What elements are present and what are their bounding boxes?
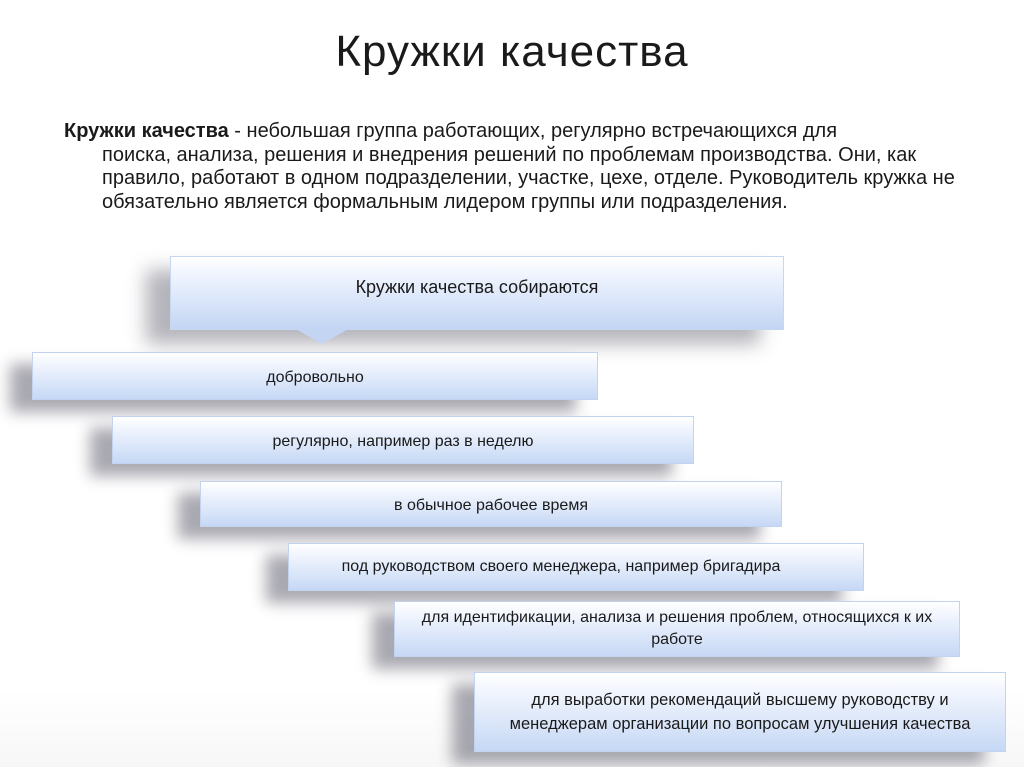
diagram-item-5 xyxy=(394,601,960,657)
header-pointer xyxy=(294,328,350,344)
diagram-header-label: Кружки качества собираются xyxy=(355,277,599,297)
diagram-item-5-label: для идентификации, анализа и решения проблем, относящихся к их работе xyxy=(421,609,933,648)
diagram-item-6-label: для выработки рекомендаций высшему руководству и менеджерам организации по вопросам улучшения качества xyxy=(509,691,971,733)
diagram-item-4 xyxy=(288,543,864,591)
diagram-item-1-label: добровольно xyxy=(266,369,364,386)
definition-term: Кружки качества xyxy=(64,120,229,142)
diagram-item-3-label: в обычное рабочее время xyxy=(394,497,588,514)
definition-line1-rest: - небольшая группа работающих, регулярно встречающихся для xyxy=(228,120,838,142)
slide-title: Кружки качества xyxy=(335,27,689,76)
diagram-item-4-label: под руководством своего менеджера, например бригадира xyxy=(341,558,781,575)
definition-body: поиска, анализа, решения и внедрения решений по проблемам производства. Они, как правило, работают в одном подразделении, участке, цехе, отделе. Руководитель кружка не обязательно является формальным лидером группы или подразделения. xyxy=(102,143,955,213)
diagram-item-1 xyxy=(32,352,598,400)
definition-paragraph xyxy=(64,120,984,214)
diagram-item-3 xyxy=(200,481,782,527)
diagram-item-2-label: регулярно, например раз в неделю xyxy=(272,433,534,450)
diagram-header-box xyxy=(170,256,784,330)
diagram-item-2 xyxy=(112,416,694,464)
diagram-item-6 xyxy=(474,672,1006,752)
